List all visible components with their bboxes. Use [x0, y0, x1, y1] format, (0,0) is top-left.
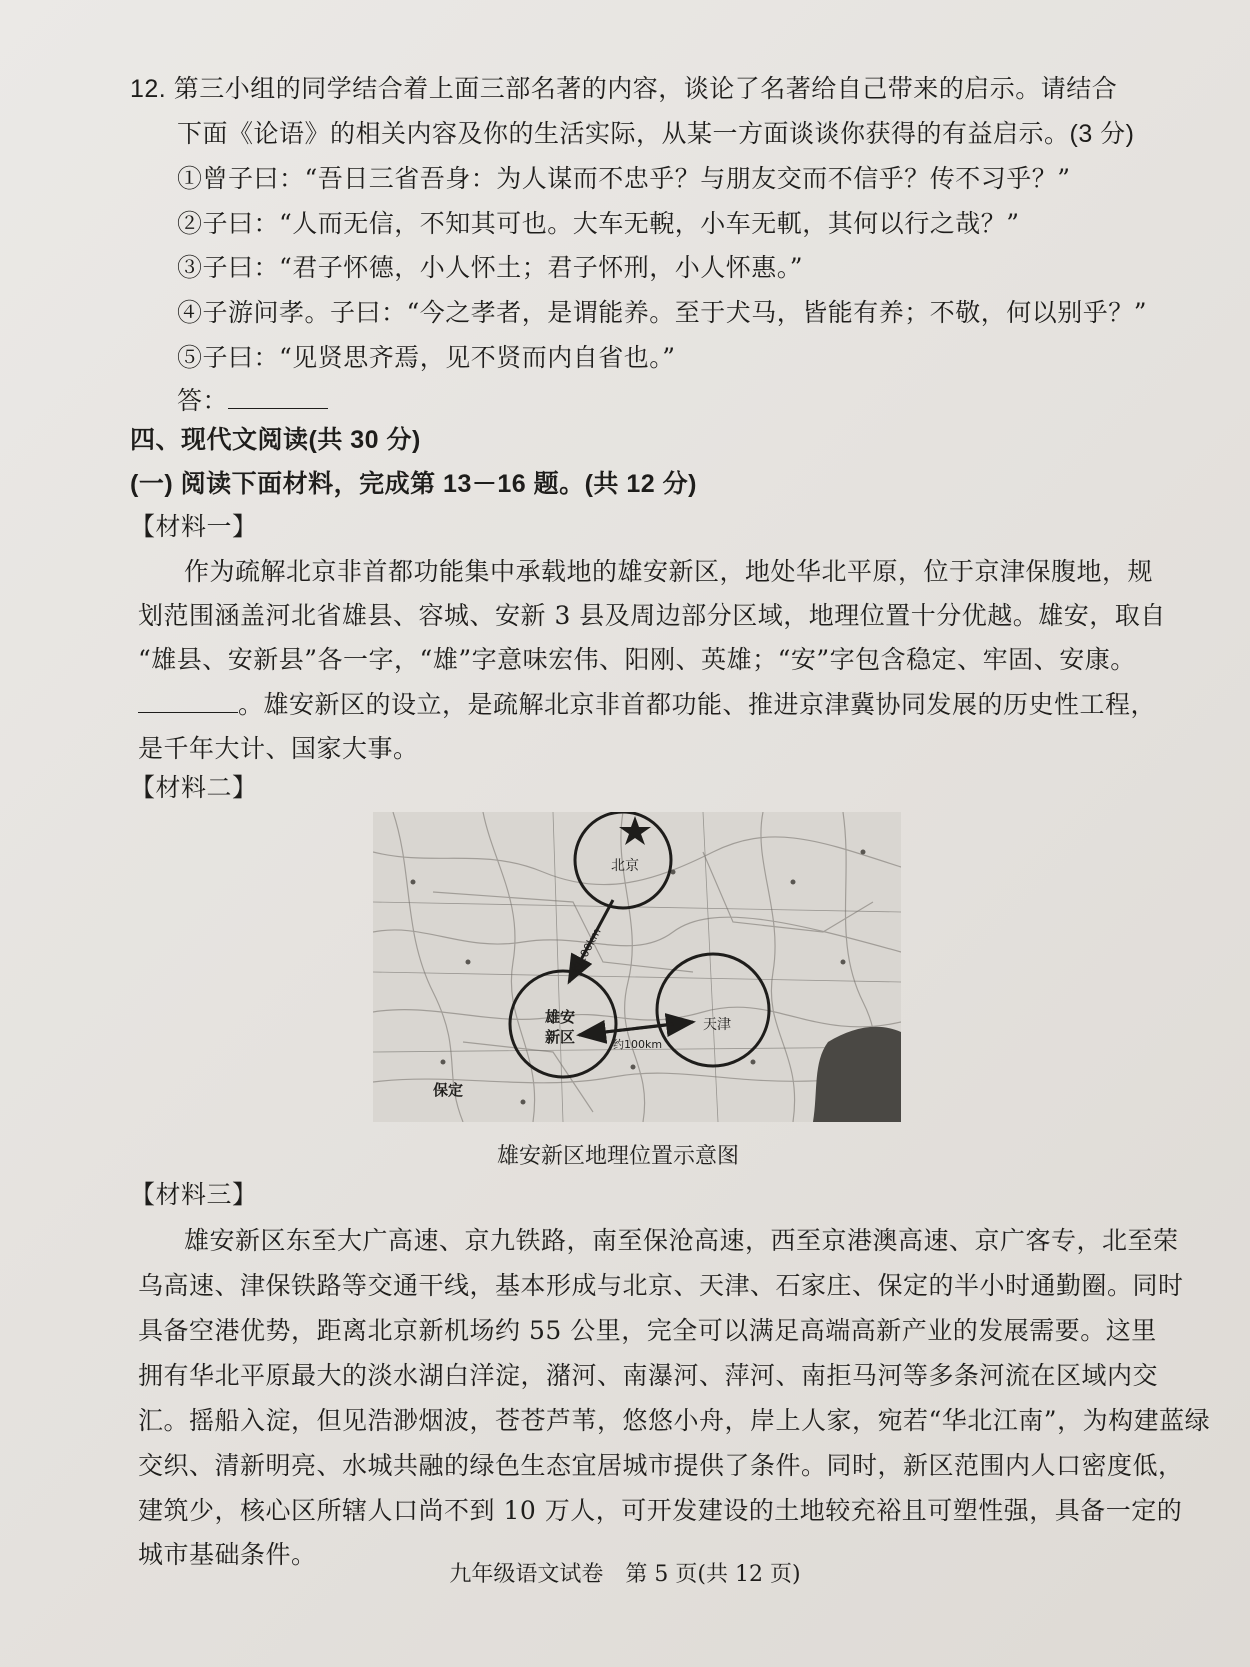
- quote-1: ①曾子曰：“吾日三省吾身：为人谋而不忠乎？与朋友交而不信乎？传不习乎？”: [177, 164, 1071, 193]
- material-1-line-2: 划范围涵盖河北省雄县、容城、安新 3 县及周边部分区域，地理位置十分优越。雄安，取自: [138, 601, 1166, 630]
- tianjin-label: 天津: [703, 1017, 731, 1033]
- material-2-label: 【材料二】: [130, 773, 258, 802]
- material-3-line-4: 拥有华北平原最大的淡水湖白洋淀，潴河、南瀑河、萍河、南拒马河等多条河流在区域内交: [138, 1361, 1159, 1390]
- quote-2: ②子曰：“人而无信，不知其可也。大车无輗，小车无軏，其何以行之哉？”: [177, 209, 1020, 238]
- quote-4: ④子游问孝。子曰：“今之孝者，是谓能养。至于犬马，皆能有养；不敬，何以别乎？”: [177, 298, 1148, 327]
- location-map: [373, 812, 901, 1122]
- answer-blank[interactable]: [228, 386, 328, 409]
- material-3-line-6: 交织、清新明亮、水城共融的绿色生态宜居城市提供了条件。同时，新区范围内人口密度低，: [138, 1451, 1184, 1480]
- question-12-line-2: 下面《论语》的相关内容及你的生活实际，从某一方面谈谈你获得的有益启示。(3 分): [177, 120, 1135, 148]
- material-3-line-2: 乌高速、津保铁路等交通干线，基本形成与北京、天津、石家庄、保定的半小时通勤圈。同时: [138, 1271, 1184, 1300]
- baoding-label: 保定: [433, 1081, 464, 1099]
- page-footer: 九年级语文试卷 第 5 页(共 12 页): [449, 1562, 801, 1587]
- section-4-heading: 四、现代文阅读(共 30 分): [130, 426, 421, 454]
- material-1-label: 【材料一】: [130, 512, 258, 541]
- distance-tianjin-label: 约100km: [613, 1038, 663, 1051]
- material-1-line-4: [138, 689, 1156, 721]
- xiongan-label-1: 雄安: [545, 1008, 576, 1026]
- fill-in-blank[interactable]: [138, 690, 238, 713]
- material-3-line-3: 具备空港优势，距离北京新机场约 55 公里，完全可以满足高端高新产业的发展需要。这里: [138, 1316, 1157, 1345]
- quote-3: ③子曰：“君子怀德，小人怀土；君子怀刑，小人怀惠。”: [177, 253, 804, 282]
- part-1-heading: (一) 阅读下面材料，完成第 13－16 题。(共 12 分): [130, 470, 697, 498]
- map-figure: [373, 812, 901, 1122]
- capital-star-icon: [619, 816, 651, 845]
- question-12-line-1: 12. 第三小组的同学结合着上面三部名著的内容，谈论了名著给自己带来的启示。请结合: [130, 75, 1118, 103]
- sea-area: [813, 1027, 901, 1122]
- material-3-line-1: 雄安新区东至大广高速、京九铁路，南至保沧高速，西至京港澳高速、京广客专，北至荣: [184, 1226, 1179, 1255]
- material-3-line-5: 汇。摇船入淀，但见浩渺烟波，苍苍芦苇，悠悠小舟，岸上人家，宛若“华北江南”，为构建蓝绿: [138, 1406, 1211, 1435]
- material-1-line-3: “雄县、安新县”各一字，“雄”字意味宏伟、阳刚、英雄；“安”字包含稳定、牢固、安康。: [138, 645, 1136, 674]
- material-3-line-8: 城市基础条件。: [138, 1540, 317, 1569]
- material-3-line-7: 建筑少，核心区所辖人口尚不到 10 万人，可开发建设的土地较充裕且可塑性强，具备一定的: [138, 1496, 1183, 1525]
- material-1-line-1: 作为疏解北京非首都功能集中承载地的雄安新区，地处华北平原，位于京津保腹地，规: [184, 557, 1154, 586]
- map-caption: 雄安新区地理位置示意图: [497, 1144, 740, 1169]
- material-3-label: 【材料三】: [130, 1180, 258, 1209]
- material-1-line-5: 是千年大计、国家大事。: [138, 734, 419, 763]
- beijing-label: 北京: [611, 858, 639, 874]
- material-1-line-4-text: 。雄安新区的设立，是疏解北京非首都功能、推进京津冀协同发展的历史性工程，: [238, 690, 1157, 719]
- quote-5: ⑤子曰：“见贤思齐焉，见不贤而内自省也。”: [177, 343, 676, 372]
- distance-beijing-label: 约100km: [569, 925, 604, 976]
- answer-label: 答：: [177, 386, 229, 415]
- answer-line: [177, 385, 328, 417]
- xiongan-label-2: 新区: [545, 1028, 576, 1046]
